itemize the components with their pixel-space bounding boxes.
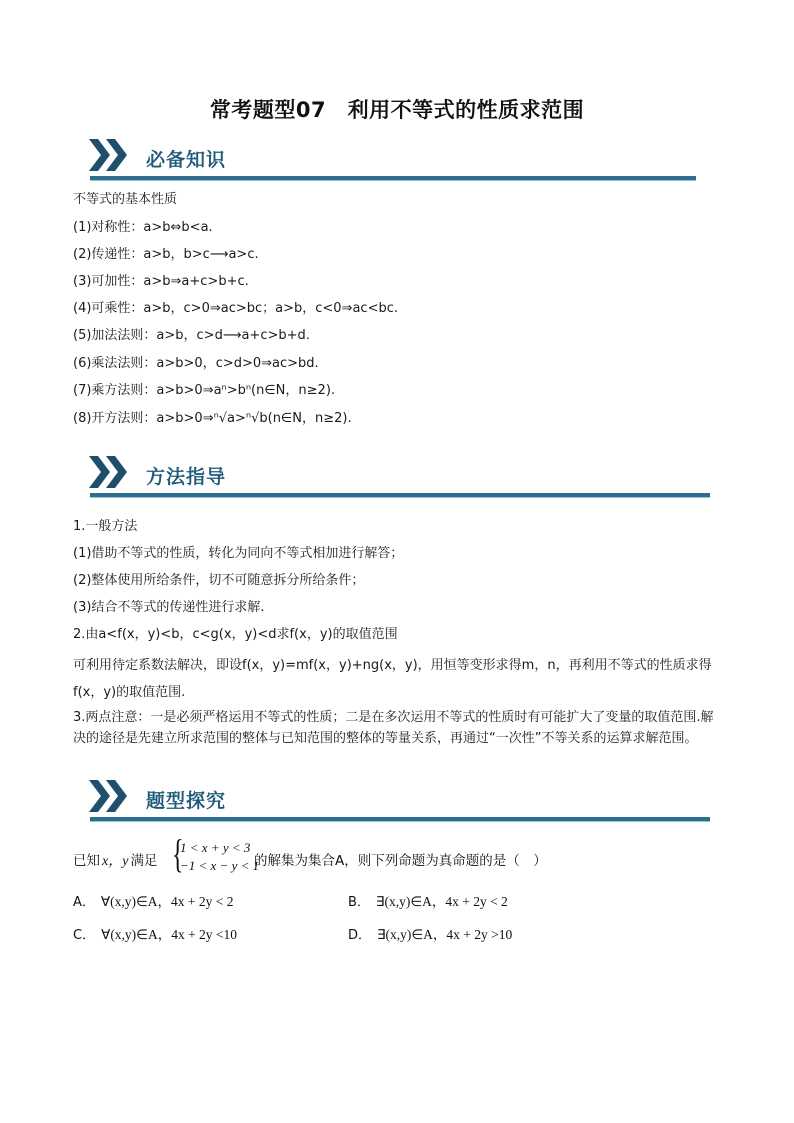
method-line: (3)结合不等式的传递性进行求解.: [73, 600, 265, 615]
section-title-explore: 题型探究: [146, 790, 227, 812]
option-text: ∀(x,y)∈A，4x + 2y <10: [101, 927, 238, 942]
section-header-explore: [86, 776, 710, 826]
double-chevron-icon: [86, 135, 136, 175]
question-vars: x，y: [102, 854, 129, 869]
method-paragraph: 3.两点注意：一是必须严格运用不等式的性质；二是在多次运用不等式的性质时有可能扩大了变量的取值范围.解决的途径是先建立所求范围的整体与已知范围的整体的等量关系，再通过“一次性”不等关系的运算求解范围。: [73, 710, 714, 746]
section-title-knowledge: 必备知识: [146, 149, 227, 171]
question-prefix: 已知: [73, 853, 100, 869]
knowledge-item: (6)乘法法则：a>b>0，c>d>0⇒ac>bd.: [73, 356, 319, 371]
method-line: 1.一般方法: [73, 519, 138, 534]
option-text: ∃(x,y)∈A，4x + 2y < 2: [375, 894, 508, 909]
page-title: 常考题型07 利用不等式的性质求范围: [209, 98, 585, 122]
knowledge-item: (2)传递性：a>b，b>c⟶a>c.: [73, 247, 259, 262]
knowledge-item: (4)可乘性：a>b，c>0⇒ac>bc；a>b，c<0⇒ac<bc.: [73, 301, 398, 316]
section-rule-light: [90, 497, 710, 498]
brace-symbol: {: [172, 831, 184, 876]
method-paragraph: 可利用待定系数法解决，即设f(x，y)=mf(x，y)+ng(x，y)，用恒等变形求得m，n，再利用不等式的性质求得f(x，y)的取值范围.: [73, 658, 712, 700]
double-chevron-icon: [86, 452, 136, 492]
method-line: 2.由a<f(x，y)<b，c<g(x，y)<d求f(x，y)的取值范围: [73, 627, 398, 642]
option-text: ∀(x,y)∈A，4x + 2y < 2: [100, 894, 234, 909]
option-label: A．: [73, 895, 95, 910]
double-chevron-icon: [86, 776, 136, 816]
system-equation-1: 1 < x + y < 3: [180, 840, 251, 855]
option-text: ∃(x,y)∈A，4x + 2y >10: [377, 927, 513, 942]
inequality-system: [172, 831, 260, 876]
section-title-method: 方法指导: [146, 466, 227, 488]
knowledge-item: (1)对称性：a>b⇔b<a.: [73, 220, 213, 235]
section-header-knowledge: [86, 135, 696, 185]
option-label: D．: [348, 928, 372, 943]
option-b[interactable]: [348, 890, 508, 910]
method-line: (1)借助不等式的性质，转化为同向不等式相加进行解答；: [73, 546, 404, 561]
system-equation-2: −1 < x − y < 1: [180, 858, 260, 873]
knowledge-intro: 不等式的基本性质: [73, 192, 178, 207]
option-a[interactable]: [73, 890, 234, 910]
question-suffix: 的解集为集合A，则下列命题为真命题的是（ ）: [254, 853, 547, 869]
section-rule-light: [90, 821, 710, 822]
section-header-method: [86, 452, 710, 502]
option-label: B．: [348, 895, 370, 910]
option-d[interactable]: [348, 923, 512, 943]
option-label: C．: [73, 928, 96, 943]
knowledge-item: (5)加法法则：a>b，c>d⟶a+c>b+d.: [73, 328, 310, 343]
method-line: (2)整体使用所给条件，切不可随意拆分所给条件；: [73, 573, 365, 588]
question-mid: 满足: [130, 853, 158, 869]
knowledge-item: (3)可加性：a>b⇒a+c>b+c.: [73, 274, 249, 289]
section-rule-light: [90, 180, 696, 181]
option-c[interactable]: [73, 923, 237, 943]
knowledge-item: (7)乘方法则：a>b>0⇒aⁿ>bⁿ(n∈N，n≥2).: [73, 383, 336, 398]
knowledge-item: (8)开方法则：a>b>0⇒ⁿ√a>ⁿ√b(n∈N，n≥2).: [73, 411, 352, 426]
question-stem: [73, 849, 157, 870]
